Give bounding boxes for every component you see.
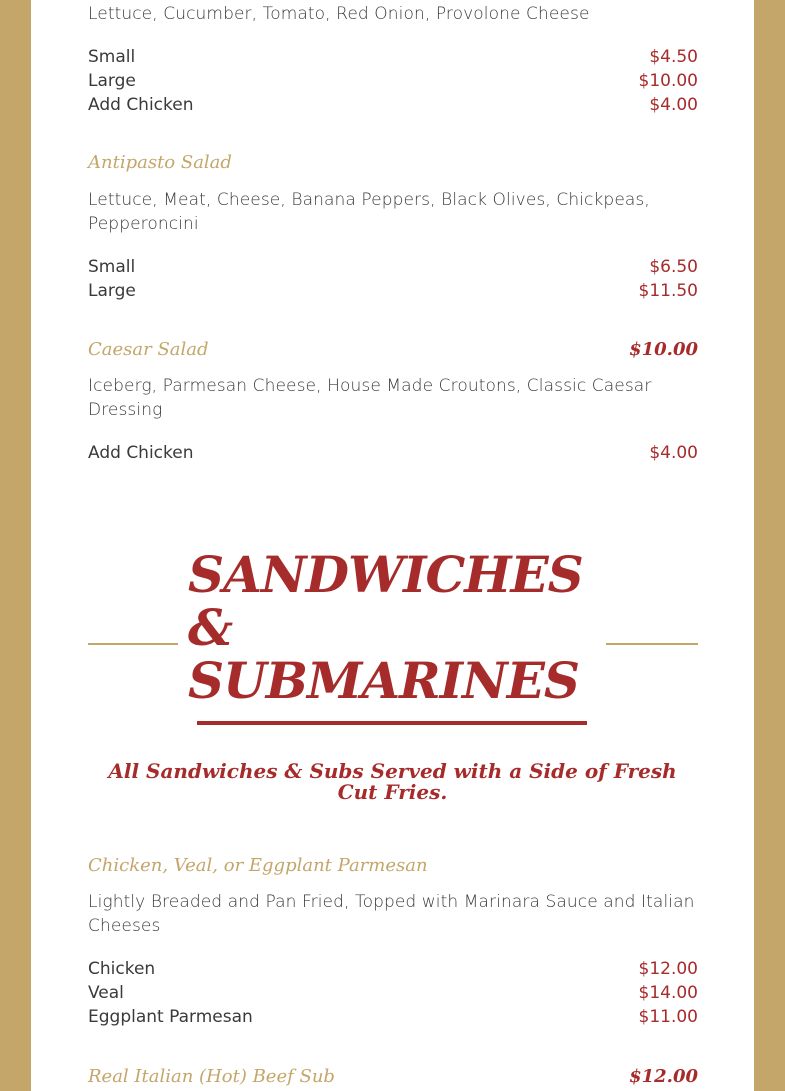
option-price: $10.00 <box>638 71 698 91</box>
option-price: $11.00 <box>638 1007 698 1027</box>
item-description: Lightly Breaded and Pan Fried, Topped with Marinara Sauce and Italian Cheeses <box>88 892 695 936</box>
heading-line: & <box>188 598 233 657</box>
antipasto-salad-item <box>88 151 698 303</box>
option-price: $14.00 <box>638 983 698 1003</box>
price-row <box>88 441 698 465</box>
item-title-row <box>88 338 698 362</box>
option-label: Large <box>88 71 136 91</box>
caesar-salad-item <box>88 338 698 465</box>
item-title: Chicken, Veal, or Eggplant Parmesan <box>88 855 428 876</box>
section-heading <box>188 545 608 710</box>
item-price: $10.00 <box>629 339 698 360</box>
option-price: $6.50 <box>649 257 698 277</box>
option-price: $12.00 <box>638 959 698 979</box>
heading-right-rule <box>606 643 698 645</box>
beef-sub-item <box>88 1065 698 1089</box>
option-label: Small <box>88 257 136 277</box>
option-label: Chicken <box>88 959 156 979</box>
section-subtitle: All Sandwiches & Subs Served with a Side of Fresh Cut Fries. <box>108 759 677 804</box>
price-row <box>88 1005 698 1029</box>
price-row <box>88 69 698 93</box>
option-price: $11.50 <box>638 281 698 301</box>
item-description: Lettuce, Meat, Cheese, Banana Peppers, Black Olives, Chickpeas, Pepperoncini <box>88 190 650 234</box>
option-label: Eggplant Parmesan <box>88 1007 253 1027</box>
heading-line: SUBMARINES <box>188 651 579 710</box>
item-title: Real Italian (Hot) Beef Sub <box>88 1066 335 1087</box>
option-price: $4.50 <box>649 47 698 67</box>
price-row <box>88 981 698 1005</box>
price-row <box>88 957 698 981</box>
item-title-row <box>88 1065 698 1089</box>
heading-left-rule <box>88 643 178 645</box>
option-label: Small <box>88 47 136 67</box>
parmesan-item <box>88 854 698 1029</box>
option-label: Veal <box>88 983 124 1003</box>
heading-underline <box>197 721 587 725</box>
option-label: Large <box>88 281 136 301</box>
price-row <box>88 279 698 303</box>
option-label: Add Chicken <box>88 443 194 463</box>
price-row <box>88 45 698 69</box>
heading-line: SANDWICHES <box>188 545 583 604</box>
price-row <box>88 255 698 279</box>
salad-item-partial <box>88 2 698 117</box>
item-description: Iceberg, Parmesan Cheese, House Made Croutons, Classic Caesar Dressing <box>88 376 652 420</box>
item-description: Lettuce, Cucumber, Tomato, Red Onion, Provolone Cheese <box>88 4 590 24</box>
option-price: $4.00 <box>649 443 698 463</box>
option-label: Add Chicken <box>88 95 194 115</box>
menu-page <box>31 0 754 1091</box>
item-title: Antipasto Salad <box>88 152 232 173</box>
price-row <box>88 93 698 117</box>
item-title: Caesar Salad <box>88 339 209 360</box>
item-price: $12.00 <box>629 1066 698 1087</box>
option-price: $4.00 <box>649 95 698 115</box>
